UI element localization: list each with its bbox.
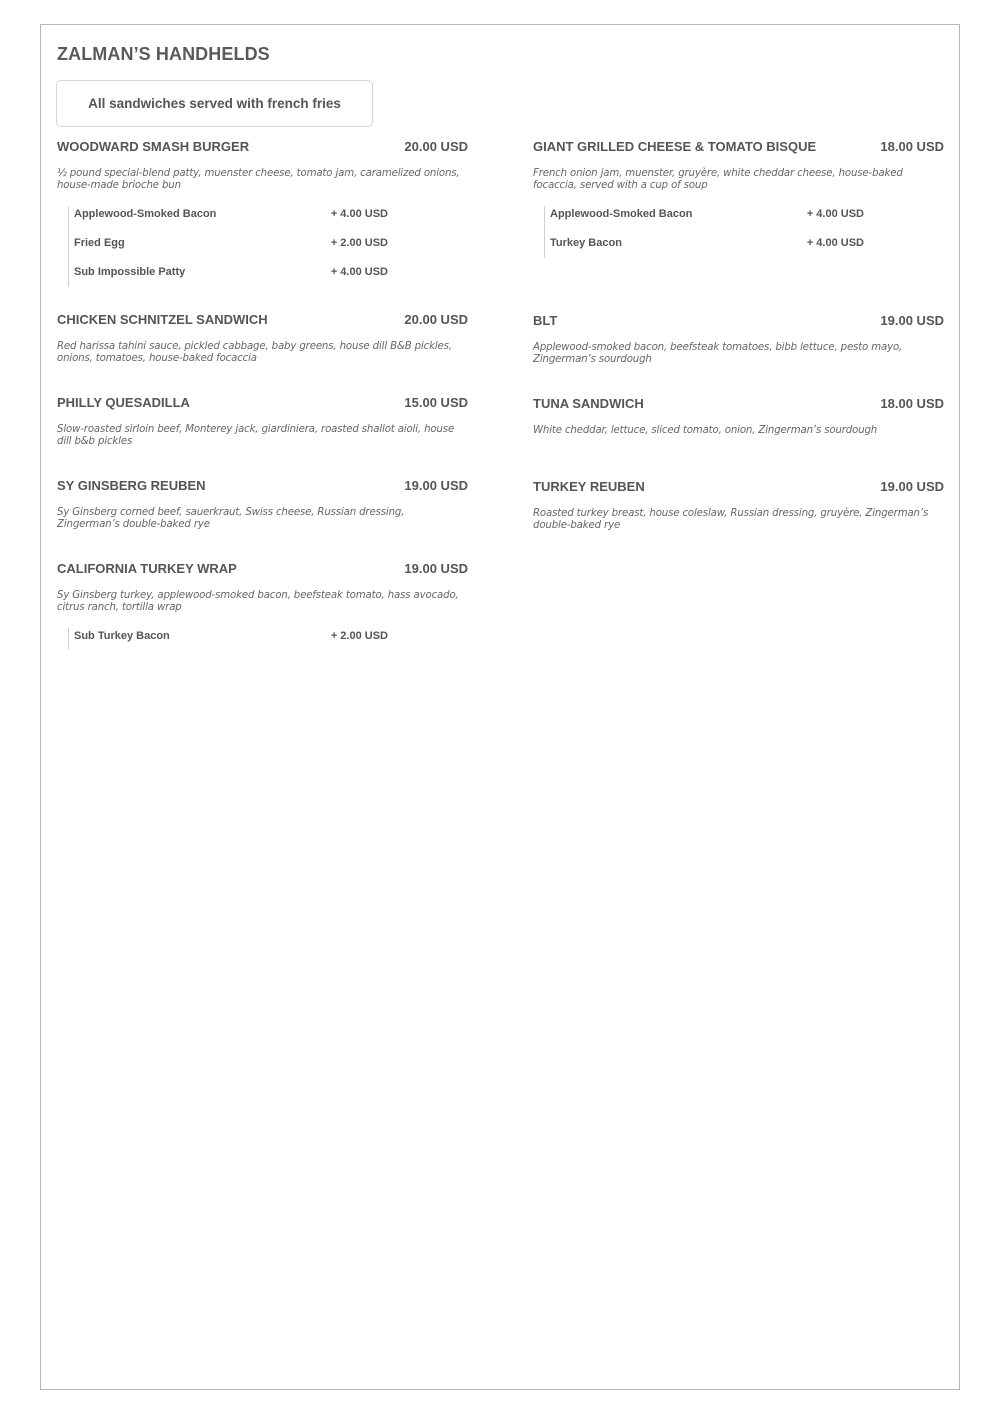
- menu-item: [57, 139, 468, 287]
- addon-list: [544, 206, 864, 258]
- menu-item: [57, 312, 468, 365]
- item-price: 20.00 USD: [404, 139, 468, 154]
- sides-note-box: [56, 80, 373, 127]
- item-price: 19.00 USD: [880, 312, 944, 328]
- menu-item: [533, 396, 944, 437]
- item-name: BLT: [533, 312, 558, 328]
- addon-list: [68, 628, 388, 650]
- addon-name: Applewood-Smoked Bacon: [74, 208, 217, 220]
- addon-price: + 4.00 USD: [806, 208, 864, 220]
- addon-name: Fried Egg: [74, 236, 125, 249]
- addon-price: + 4.00 USD: [330, 208, 388, 220]
- addon-row: [74, 228, 388, 258]
- item-description: ½ pound special-blend patty, muenster cheese, tomato jam, caramelized onions, house-made brioche bun: [57, 168, 460, 191]
- item-price: 20.00 USD: [404, 312, 468, 327]
- item-price: 18.00 USD: [880, 395, 944, 411]
- item-name: SY GINSBERG REUBEN: [57, 478, 206, 493]
- menu-item: [533, 479, 944, 532]
- addon-row: [550, 206, 864, 228]
- item-description: Sy Ginsberg corned beef, sauerkraut, Swiss cheese, Russian dressing, Zingerman’s double-baked rye: [57, 507, 405, 530]
- addon-price: + 2.00 USD: [330, 236, 388, 249]
- menu-item: [533, 139, 944, 258]
- item-price: 15.00 USD: [404, 395, 468, 410]
- sides-note-text: All sandwiches served with french fries: [88, 96, 341, 111]
- section-title: ZALMAN’S HANDHELDS: [57, 44, 270, 64]
- addon-row: [74, 258, 388, 288]
- item-description: Roasted turkey breast, house coleslaw, Russian dressing, gruyère, Zingerman’s double-baked rye: [533, 507, 929, 531]
- item-description: Slow-roasted sirloin beef, Monterey jack, giardiniera, roasted shallot aioli, house dill b&b pickles: [57, 424, 455, 447]
- item-name: TURKEY REUBEN: [533, 478, 645, 494]
- menu-item: [57, 395, 468, 448]
- item-name: PHILLY QUESADILLA: [57, 395, 190, 410]
- menu-column-left: [57, 139, 468, 650]
- item-name: WOODWARD SMASH BURGER: [57, 139, 250, 154]
- item-name: TUNA SANDWICH: [533, 395, 644, 411]
- addon-row: [550, 228, 864, 258]
- item-description: Applewood-smoked bacon, beefsteak tomatoes, bibb lettuce, pesto mayo, Zingerman’s sourdough: [533, 341, 903, 365]
- addon-price: + 2.00 USD: [330, 630, 388, 642]
- item-description: French onion jam, muenster, gruyère, white cheddar cheese, house-baked focaccia, served with a cup of soup: [533, 168, 903, 191]
- addon-name: Applewood-Smoked Bacon: [550, 208, 693, 220]
- item-name: GIANT GRILLED CHEESE & TOMATO BISQUE: [533, 139, 817, 154]
- menu-column-right: [533, 139, 944, 532]
- addon-name: Turkey Bacon: [550, 236, 622, 249]
- menu-item: [57, 478, 468, 531]
- menu-item: [533, 313, 944, 366]
- addon-row: [74, 628, 388, 650]
- item-name: CALIFORNIA TURKEY WRAP: [57, 561, 237, 576]
- item-description: White cheddar, lettuce, sliced tomato, onion, Zingerman’s sourdough: [533, 424, 878, 436]
- addon-list: [68, 206, 388, 287]
- item-description: Sy Ginsberg turkey, applewood-smoked bacon, beefsteak tomato, hass avocado, citrus ranch, tortilla wrap: [57, 590, 459, 613]
- item-price: 19.00 USD: [404, 478, 468, 493]
- item-price: 18.00 USD: [880, 139, 944, 154]
- item-price: 19.00 USD: [404, 561, 468, 576]
- addon-name: Sub Impossible Patty: [74, 266, 186, 279]
- item-name: CHICKEN SCHNITZEL SANDWICH: [57, 312, 268, 327]
- addon-price: + 4.00 USD: [806, 236, 864, 249]
- item-price: 19.00 USD: [880, 478, 944, 494]
- addon-name: Sub Turkey Bacon: [74, 630, 170, 642]
- addon-price: + 4.00 USD: [330, 266, 388, 279]
- item-description: Red harissa tahini sauce, pickled cabbage, baby greens, house dill B&B pickles, onions, tomatoes, house-baked focaccia: [57, 341, 452, 364]
- addon-row: [74, 206, 388, 228]
- menu-item: [57, 561, 468, 650]
